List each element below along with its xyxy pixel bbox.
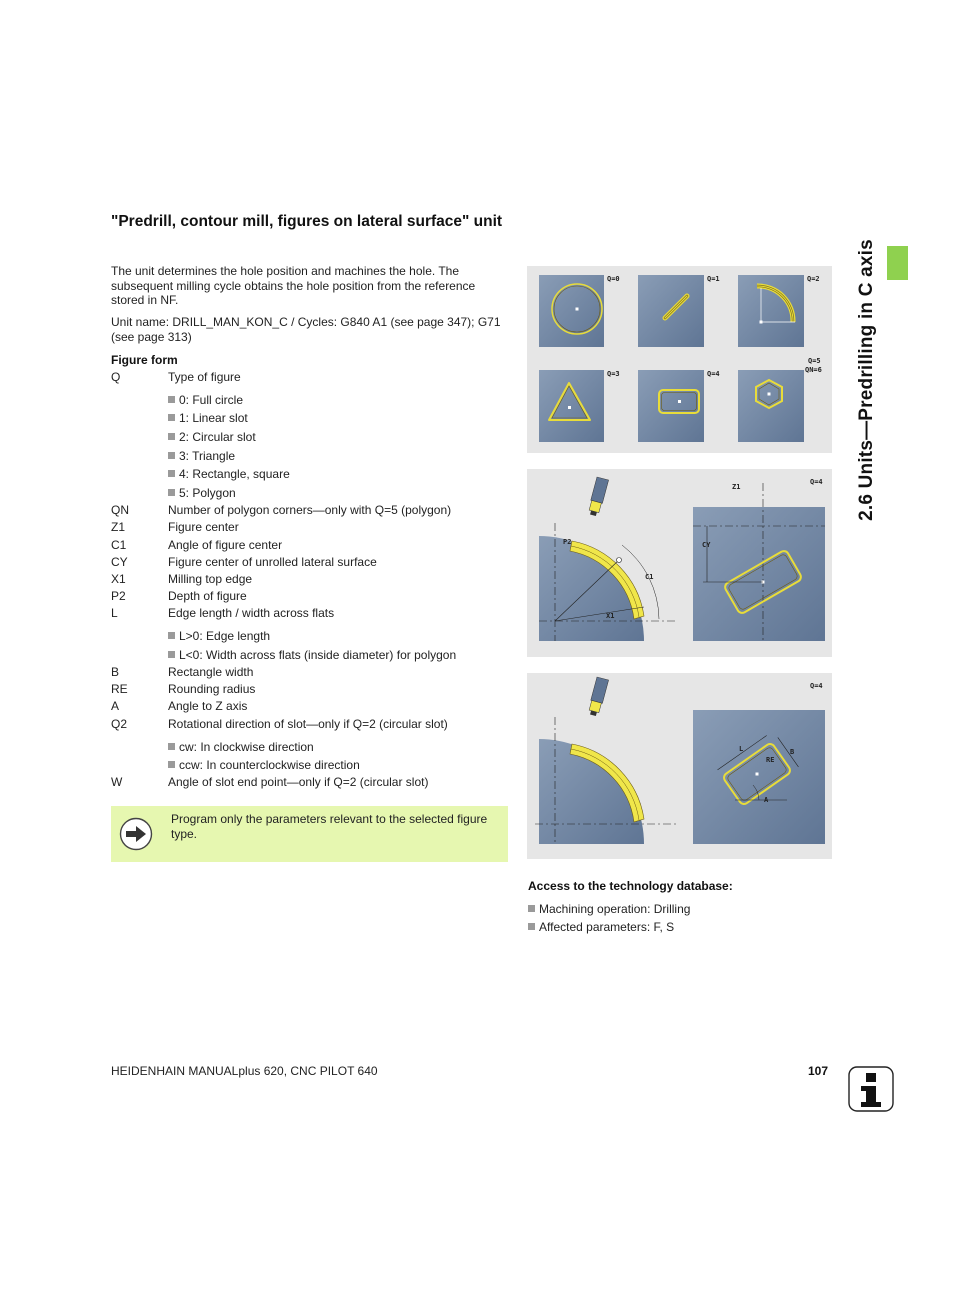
panel-label: Q=3 xyxy=(607,370,620,378)
param-desc: Rounding radius xyxy=(168,682,256,696)
panel-label: Q=5 xyxy=(808,357,821,365)
param-row xyxy=(111,664,253,680)
option-label: 0: Full circle xyxy=(179,393,244,407)
param-desc: Figure center xyxy=(168,520,239,534)
bullet-square-icon xyxy=(168,414,175,421)
diagram-label: Q=4 xyxy=(810,682,823,690)
bullet-square-icon xyxy=(168,632,175,639)
option-label: L<0: Width across flats (inside diameter) for polygon xyxy=(179,648,457,662)
param-desc: Depth of figure xyxy=(168,589,247,603)
option-label: 3: Triangle xyxy=(179,449,236,463)
param-key: Q xyxy=(111,370,121,384)
position-diagram xyxy=(527,469,832,657)
bullet-square-icon xyxy=(528,905,535,912)
bullet-square-icon xyxy=(168,651,175,658)
option-label: ccw: In counterclockwise direction xyxy=(179,758,360,772)
panel-label: Q=0 xyxy=(607,275,620,283)
param-row xyxy=(111,537,282,553)
param-key: X1 xyxy=(111,572,126,586)
param-row xyxy=(111,369,241,385)
bullet-square-icon xyxy=(528,923,535,930)
param-row xyxy=(111,571,252,587)
param-row xyxy=(111,698,247,714)
option-item xyxy=(168,739,314,755)
option-label: 4: Rectangle, square xyxy=(179,467,290,481)
bullet-square-icon xyxy=(168,433,175,440)
param-desc: Type of figure xyxy=(168,370,241,384)
access-item xyxy=(528,902,690,916)
figure-types-panel xyxy=(527,266,832,453)
param-key: Z1 xyxy=(111,520,126,534)
diagram-label: Q=4 xyxy=(810,478,823,486)
info-icon xyxy=(848,1066,894,1112)
param-desc: Number of polygon corners—only with Q=5 (polygon) xyxy=(168,503,452,517)
param-row xyxy=(111,588,247,604)
footer-text: HEIDENHAIN MANUALplus 620, CNC PILOT 640 xyxy=(111,1064,378,1078)
option-item xyxy=(168,448,235,464)
chapter-title xyxy=(845,210,889,550)
param-desc: Rotational direction of slot—only if Q=2 (circular slot) xyxy=(168,717,448,731)
param-row xyxy=(111,502,451,518)
param-row xyxy=(111,554,377,570)
unit-name-paragraph: Unit name: DRILL_MAN_KON_C / Cycles: G840 A1 (see page 347); G71 (see page 313) xyxy=(111,315,501,344)
section-title: "Predrill, contour mill, figures on lateral surface" unit xyxy=(111,213,503,230)
param-row xyxy=(111,519,239,535)
diagram-label: X1 xyxy=(606,612,615,620)
param-desc: Rectangle width xyxy=(168,665,254,679)
param-key: CY xyxy=(111,555,128,569)
option-label: L>0: Edge length xyxy=(179,629,271,643)
option-item xyxy=(168,628,270,644)
bullet-square-icon xyxy=(168,489,175,496)
param-row xyxy=(111,681,255,697)
page-number: 107 xyxy=(808,1064,829,1078)
param-desc: Angle of figure center xyxy=(168,538,283,552)
panel-triangle xyxy=(539,370,604,442)
option-item xyxy=(168,410,248,426)
diagram-label: A xyxy=(764,796,769,804)
option-item xyxy=(168,429,256,445)
param-key: RE xyxy=(111,682,128,696)
diagram-label: C1 xyxy=(645,573,654,581)
param-key: P2 xyxy=(111,589,126,603)
arrow-right-icon xyxy=(119,817,153,851)
option-label: 1: Linear slot xyxy=(179,411,248,425)
figure-form-heading: Figure form xyxy=(111,353,178,367)
option-label: 2: Circular slot xyxy=(179,430,256,444)
panel-label: QN=6 xyxy=(805,366,822,374)
param-desc: Edge length / width across flats xyxy=(168,606,335,620)
param-key: L xyxy=(111,606,118,620)
diagram-label: Z1 xyxy=(732,483,741,491)
bullet-square-icon xyxy=(168,761,175,768)
option-item xyxy=(168,757,360,773)
figure-dimension-diagram xyxy=(527,673,832,859)
bullet-square-icon xyxy=(168,452,175,459)
chapter-title-text: 2.6 Units—Predrilling in C axis xyxy=(856,239,877,521)
panel-rectangle xyxy=(638,370,704,442)
dimension-diagram xyxy=(527,673,832,859)
param-desc: Angle of slot end point—only if Q=2 (circular slot) xyxy=(168,775,429,789)
param-key: Q2 xyxy=(111,717,128,731)
diagram-label: P2 xyxy=(563,538,572,546)
param-key: QN xyxy=(111,503,129,517)
option-item xyxy=(168,485,236,501)
note-text: Program only the parameters relevant to the selected figure type. xyxy=(171,812,488,841)
panel-label: Q=2 xyxy=(807,275,820,283)
bullet-square-icon xyxy=(168,470,175,477)
param-key: W xyxy=(111,775,123,789)
option-item xyxy=(168,392,243,408)
param-key: B xyxy=(111,665,120,679)
param-row xyxy=(111,774,428,790)
option-label: cw: In clockwise direction xyxy=(179,740,314,754)
option-item xyxy=(168,647,456,663)
option-label: 5: Polygon xyxy=(179,486,236,500)
figure-position-diagram xyxy=(527,469,832,657)
bullet-square-icon xyxy=(168,743,175,750)
diagram-label: RE xyxy=(766,756,775,764)
param-desc: Milling top edge xyxy=(168,572,253,586)
diagram-label: B xyxy=(790,748,795,756)
panel-label: Q=4 xyxy=(707,370,720,378)
access-item xyxy=(528,920,674,934)
diagram-label: L xyxy=(739,745,744,753)
bullet-square-icon xyxy=(168,396,175,403)
option-item xyxy=(168,466,290,482)
access-item-label: Affected parameters: F, S xyxy=(539,920,675,934)
param-key: A xyxy=(111,699,120,713)
param-row xyxy=(111,605,334,621)
figure-types-diagram xyxy=(527,266,832,453)
param-desc: Angle to Z axis xyxy=(168,699,248,713)
param-desc: Figure center of unrolled lateral surface xyxy=(168,555,377,569)
intro-paragraph: The unit determines the hole position and machines the hole. The subsequent milling cycle obtains the hole position from the reference stored in NF. xyxy=(111,264,476,307)
diagram-label: CY xyxy=(702,541,711,549)
access-heading: Access to the technology database: xyxy=(528,879,733,893)
panel-full-circle xyxy=(539,275,604,347)
param-row xyxy=(111,716,448,732)
access-item-label: Machining operation: Drilling xyxy=(539,902,691,916)
panel-label: Q=1 xyxy=(707,275,720,283)
param-key: C1 xyxy=(111,538,127,552)
chapter-tab xyxy=(887,246,908,280)
note-box xyxy=(111,806,508,862)
